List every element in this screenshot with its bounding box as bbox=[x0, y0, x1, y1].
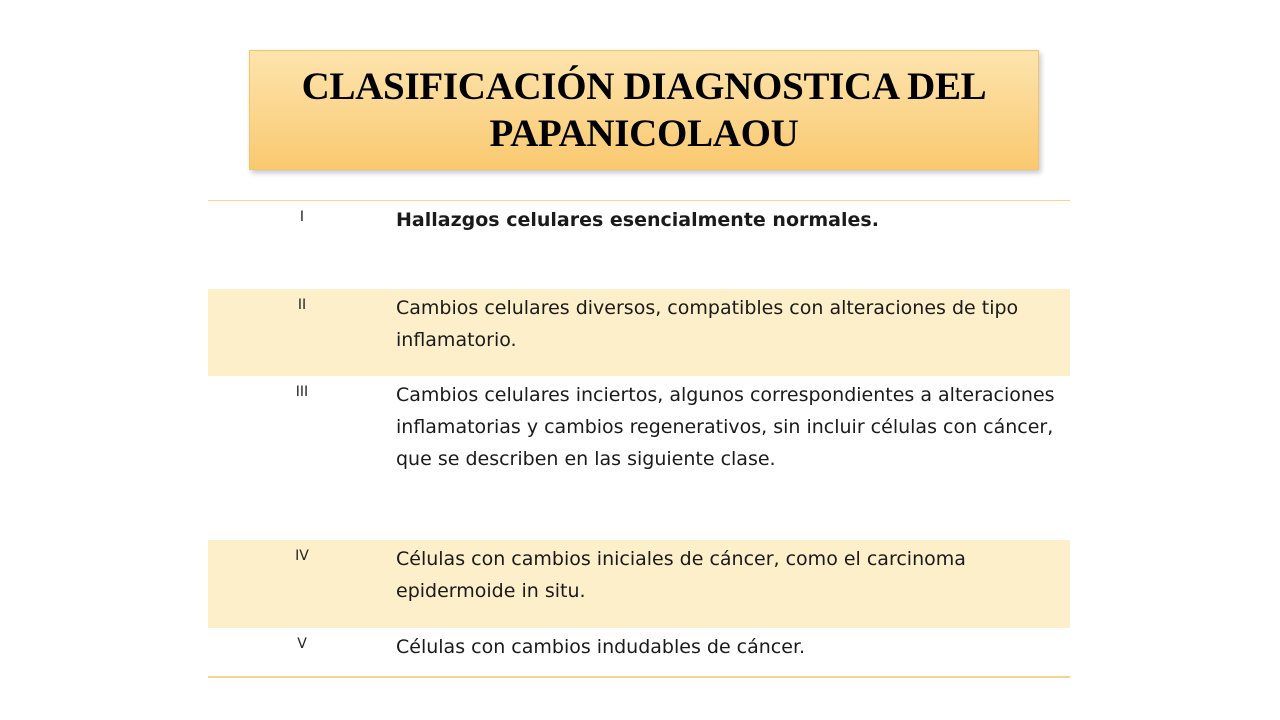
class-number: III bbox=[295, 384, 309, 400]
table-row-iv bbox=[208, 540, 1070, 628]
slide-title: CLASIFICACIÓN DIAGNOSTICA DEL PAPANICOLAOU bbox=[301, 65, 987, 155]
title-banner bbox=[249, 50, 1039, 170]
class-description: Hallazgos celulares esencialmente normales. bbox=[396, 209, 879, 231]
class-description: Cambios celulares diversos, compatibles con alteraciones de tipo inflamatorio. bbox=[396, 297, 1019, 351]
class-number: V bbox=[297, 636, 307, 652]
class-number: IV bbox=[295, 548, 309, 564]
table-row-v bbox=[208, 628, 1070, 676]
table-row-ii bbox=[208, 289, 1070, 376]
class-description: Células con cambios indudables de cáncer. bbox=[396, 636, 806, 658]
class-description: Cambios celulares inciertos, algunos correspondientes a alteraciones inflamatorias y cambios regenerativos, sin incluir células con cáncer, que se describen en las siguiente clase. bbox=[396, 384, 1055, 470]
table-row-iii bbox=[208, 376, 1070, 540]
class-description: Células con cambios iniciales de cáncer, como el carcinoma epidermoide in situ. bbox=[396, 548, 966, 602]
class-number: II bbox=[297, 297, 307, 313]
classification-table bbox=[208, 200, 1070, 678]
table-row-i bbox=[208, 201, 1070, 289]
class-number: I bbox=[299, 209, 305, 225]
